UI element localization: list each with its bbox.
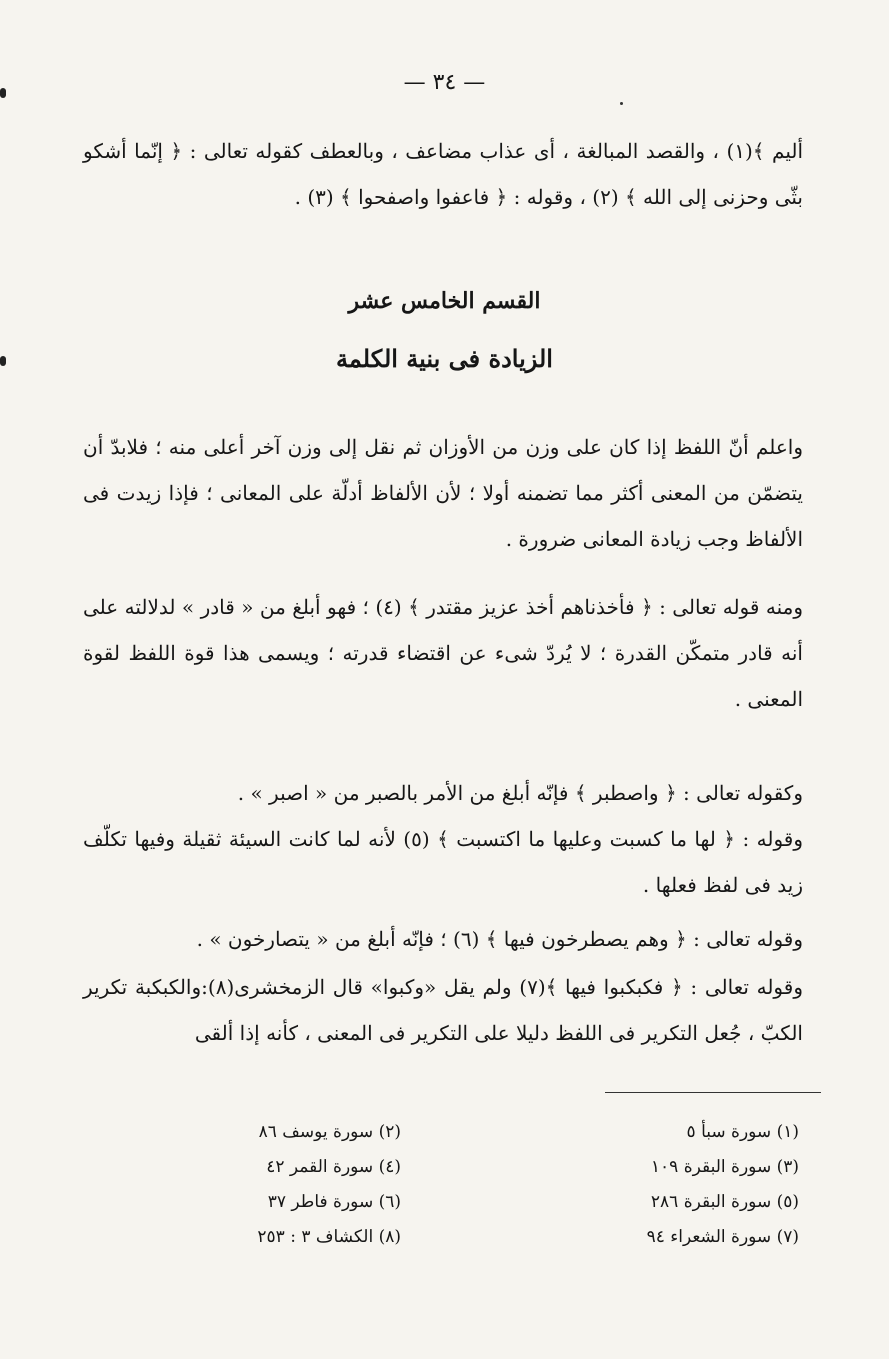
paragraph-5: وقوله تعالى : ﴿ وهم يصطرخون فيها ﴾ (٦) ؛ فإنّه أبلغ من « يتصارخون » . bbox=[196, 927, 803, 951]
footnote-4: (٤) سورة القمر ٤٢ bbox=[266, 1157, 401, 1177]
footnote-5: (٥) سورة البقرة ٢٨٦ bbox=[650, 1192, 799, 1212]
paragraph-4: وقوله : ﴿ لها ما كسبت وعليها ما اكتسبت ﴾ (٥) لأنه لما كانت السيئة ثقيلة وفيها تكلّف زيد فى لفظ فعلها . bbox=[83, 827, 803, 897]
paragraph-2: ومنه قوله تعالى : ﴿ فأخذناهم أخذ عزيز مقتدر ﴾ (٤) ؛ فهو أبلغ من « قادر » لدلالته على أنه قادر متمكّن القدرة ؛ لا يُردّ شىء عن اقتضاء قدرته ؛ ويسمى هذا قوة اللفظ لقوة المعنى . bbox=[83, 595, 803, 711]
paragraph-6: وقوله تعالى : ﴿ فكبكبوا فيها ﴾(٧) ولم يقل «وكبوا» قال الزمخشرى(٨):والكبكبة تكرير الكبّ ، جُعل التكرير فى اللفظ دليلا على التكرير فى المعنى ، كأنه إذا ألقى bbox=[83, 975, 803, 1045]
footnote-divider bbox=[605, 1092, 821, 1093]
footnote-6: (٦) سورة فاطر ٣٧ bbox=[267, 1192, 401, 1212]
ink-speck bbox=[620, 102, 623, 105]
section-title: القسم الخامس عشر bbox=[348, 288, 541, 314]
paragraph-1: واعلم أنّ اللفظ إذا كان على وزن من الأوزان ثم نقل إلى وزن آخر أعلى منه ؛ فلابدّ أن يتضمّن من المعنى أكثر مما تضمنه أولا ؛ لأن الألفاظ أدلّة على المعانى ؛ فإذا زيدت فى الألفاظ وجب زيادة المعانى ضرورة . bbox=[83, 435, 803, 551]
page-number: — ٣٤ — bbox=[403, 70, 486, 95]
footnote-8: (٨) الكشاف ٣ : ٢٥٣ bbox=[257, 1227, 401, 1247]
footnote-1: (١) سورة سبأ ٥ bbox=[686, 1122, 799, 1142]
section-subtitle: الزيادة فى بنية الكلمة bbox=[336, 344, 553, 373]
footnote-2: (٢) سورة يوسف ٨٦ bbox=[258, 1122, 401, 1142]
footnote-7: (٧) سورة الشعراء ٩٤ bbox=[646, 1227, 799, 1247]
intro-paragraph: أليم ﴾(١) ، والقصد المبالغة ، أى عذاب مضاعف ، وبالعطف كقوله تعالى : ﴿ إنّما أشكو بثّى وحزنى إلى الله ﴾ (٢) ، وقوله : ﴿ فاعفوا واصفحوا ﴾ (٣) . bbox=[83, 139, 803, 209]
paragraph-3: وكقوله تعالى : ﴿ واصطبر ﴾ فإنّه أبلغ من الأمر بالصبر من « اصبر » . bbox=[237, 781, 803, 805]
footnote-3: (٣) سورة البقرة ١٠٩ bbox=[650, 1157, 799, 1177]
